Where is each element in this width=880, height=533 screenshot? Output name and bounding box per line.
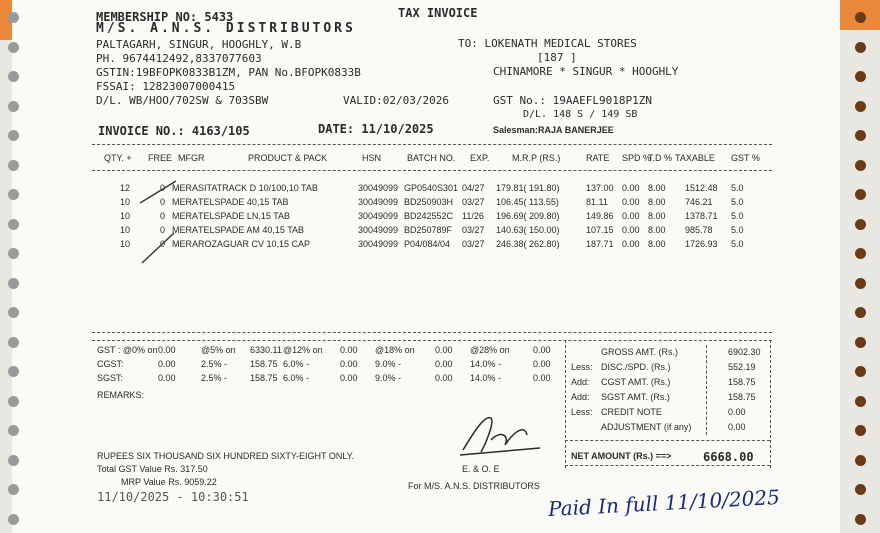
feed-hole <box>855 455 866 466</box>
feed-hole <box>8 307 19 318</box>
column-header: BATCH NO. <box>407 153 456 163</box>
feed-hole <box>8 484 19 495</box>
tax-cell: @5% on <box>201 345 236 355</box>
tax-cell: 14.0% - <box>470 373 502 383</box>
feed-hole <box>855 425 866 436</box>
item-spd: 0.00 <box>622 211 640 221</box>
print-timestamp: 11/10/2025 - 10:30:51 <box>97 490 249 504</box>
company-fssai: FSSAI: 12823007000415 <box>96 80 236 93</box>
feed-hole <box>855 219 866 230</box>
item-td: 8.00 <box>648 239 666 249</box>
errors-omissions: E. & O. E <box>462 464 500 474</box>
membership-number: MEMBERSHIP NO: 5433 <box>96 10 234 24</box>
feed-hole <box>8 455 19 466</box>
feed-hole <box>8 71 19 82</box>
item-mrp: 246.38( 262.80) <box>496 239 560 249</box>
company-phone: PH. 9674412492,8337077603 <box>96 52 262 65</box>
feed-hole <box>855 484 866 495</box>
feed-hole <box>855 101 866 112</box>
item-product: TELSPADE 40,15 TAB <box>198 197 289 207</box>
item-gst: 5.0 <box>731 197 744 207</box>
company-gstin: GSTIN:19BFOPK0833B1ZM, PAN No.BFOPK0833B <box>96 66 361 79</box>
item-mrp: 106.45( 113.55) <box>496 197 559 207</box>
item-hsn: 30049099 <box>358 183 399 193</box>
net-top-rule <box>565 440 770 441</box>
invoice-number: INVOICE NO.: 4163/105 <box>98 124 250 138</box>
dl-validity: VALID:02/03/2026 <box>343 94 449 107</box>
item-td: 8.00 <box>648 225 666 235</box>
feed-hole <box>855 71 866 82</box>
tax-cell: @18% on <box>375 345 415 355</box>
item-exp: 03/27 <box>462 197 485 207</box>
tax-cell: 0.00 <box>435 359 453 369</box>
tax-cell: GST : @0% on <box>97 345 158 355</box>
tax-cell: 9.0% - <box>375 373 402 383</box>
item-qty: 10 <box>120 197 131 207</box>
customer-address: CHINAMORE * SINGUR * HOOGHLY <box>493 65 679 78</box>
tax-cell: 0.00 <box>533 345 551 355</box>
item-gst: 5.0 <box>731 239 744 249</box>
tax-cell: 2.5% - <box>201 373 228 383</box>
item-gst: 5.0 <box>731 225 744 235</box>
item-product: TELSPADE AM 40,15 TAB <box>198 225 305 235</box>
feed-hole <box>8 219 19 230</box>
column-header: MFGR <box>178 153 205 163</box>
remarks-label: REMARKS: <box>97 390 145 400</box>
item-rate: 81.11 <box>586 197 608 207</box>
item-rate: 149.86 <box>586 211 614 221</box>
tax-cell: @12% on <box>283 345 323 355</box>
item-mfgr: MERA <box>172 183 199 193</box>
net-bottom-rule <box>565 465 770 466</box>
company-name: M/S. A.N.S. DISTRIBUTORS <box>96 21 356 36</box>
feed-hole <box>8 130 19 141</box>
item-product: ROZAGUAR CV 10,15 CAP <box>198 239 311 249</box>
column-header: FREE <box>148 153 173 163</box>
total-label: DISC./SPD. (Rs.) <box>601 362 671 372</box>
tax-cell: 158.75 <box>250 359 278 369</box>
item-spd: 0.00 <box>622 183 640 193</box>
total-gst-value: Total GST Value Rs. 317.50 <box>97 464 208 474</box>
tax-cell: @28% on <box>470 345 510 355</box>
free-strike-marks <box>138 175 178 265</box>
table-bottom-rule <box>92 332 772 333</box>
column-header: HSN <box>362 153 382 163</box>
item-batch: GP0540S301 <box>404 183 459 193</box>
feed-hole <box>8 278 19 289</box>
feed-hole <box>855 160 866 171</box>
total-value: 0.00 <box>728 422 746 432</box>
item-free: 0 <box>160 225 166 235</box>
item-free: 0 <box>160 183 166 193</box>
item-mfgr: MERA <box>172 239 199 249</box>
tax-cell: 0.00 <box>435 373 453 383</box>
item-mrp: 140.63( 150.00) <box>496 225 560 235</box>
item-batch: P04/084/04 <box>404 239 451 249</box>
total-prefix: Add: <box>571 392 590 402</box>
item-spd: 0.00 <box>622 197 640 207</box>
item-exp: 11/26 <box>462 211 484 221</box>
item-mfgr: MERA <box>172 225 199 235</box>
feed-hole <box>8 189 19 200</box>
net-amount-label: NET AMOUNT (Rs.) ==> <box>571 451 672 461</box>
item-hsn: 30049099 <box>358 225 399 235</box>
tax-cell: 0.00 <box>533 359 551 369</box>
tax-cell: CGST: <box>97 359 124 369</box>
item-batch: BD250789F <box>404 225 453 235</box>
customer-code: [187 ] <box>537 51 577 64</box>
item-rate: 187.71 <box>586 239 614 249</box>
total-label: SGST AMT. (Rs.) <box>601 392 670 402</box>
item-batch: BD250903H <box>404 197 454 207</box>
tax-cell: 0.00 <box>158 373 176 383</box>
tax-cell: 0.00 <box>435 345 453 355</box>
feed-hole <box>855 278 866 289</box>
feed-hole <box>855 12 866 23</box>
company-address: PALTAGARH, SINGUR, HOOGHLY, W.B <box>96 38 302 51</box>
item-hsn: 30049099 <box>358 197 399 207</box>
item-taxable: 1512.48 <box>685 183 718 193</box>
total-prefix: Less: <box>571 362 593 372</box>
total-label: CREDIT NOTE <box>601 407 662 417</box>
item-qty: 10 <box>120 225 131 235</box>
item-taxable: 985.78 <box>685 225 713 235</box>
column-header: M.R.P (RS.) <box>512 153 561 163</box>
feed-hole <box>855 366 866 377</box>
feed-hole <box>8 396 19 407</box>
total-value: 158.75 <box>728 392 756 402</box>
item-qty: 10 <box>120 211 131 221</box>
tax-cell: SGST: <box>97 373 124 383</box>
item-exp: 03/27 <box>462 239 485 249</box>
item-qty: 12 <box>120 183 131 193</box>
item-td: 8.00 <box>648 197 666 207</box>
table-top-rule <box>92 144 772 145</box>
item-batch: BD242552C <box>404 211 454 221</box>
feed-hole <box>855 307 866 318</box>
feed-hole <box>8 12 19 23</box>
total-label: GROSS AMT. (Rs.) <box>601 347 679 357</box>
feed-hole <box>8 366 19 377</box>
item-hsn: 30049099 <box>358 239 399 249</box>
tax-cell: 2.5% - <box>201 359 228 369</box>
item-free: 0 <box>160 197 166 207</box>
customer-dl: D/L. 148 S / 149 SB <box>523 109 638 120</box>
company-dl: D/L. WB/HOO/702SW & 703SBW <box>96 94 269 107</box>
column-header: TAXABLE <box>675 153 715 163</box>
item-spd: 0.00 <box>622 225 640 235</box>
for-company: For M/S. A.N.S. DISTRIBUTORS <box>408 481 540 491</box>
column-header: GST % <box>731 153 760 163</box>
feed-hole <box>8 101 19 112</box>
column-header: PRODUCT & PACK <box>248 153 328 163</box>
mrp-value: MRP Value Rs. 9059.22 <box>121 477 217 487</box>
feed-hole <box>855 248 866 259</box>
tax-cell: 9.0% - <box>375 359 402 369</box>
item-taxable: 1378.71 <box>685 211 718 221</box>
feed-hole <box>8 425 19 436</box>
salesman: Salesman:RAJA BANERJEE <box>493 125 614 135</box>
item-free: 0 <box>160 211 166 221</box>
item-rate: 137.00 <box>586 183 614 193</box>
item-qty: 10 <box>120 239 131 249</box>
tax-cell: 6330.11 <box>250 345 282 355</box>
column-header: EXP. <box>470 153 490 163</box>
authorized-signature <box>455 410 545 465</box>
item-exp: 04/27 <box>462 183 485 193</box>
tax-cell: 158.75 <box>250 373 278 383</box>
item-product: TELSPADE LN,15 TAB <box>198 211 291 221</box>
summary-top-rule <box>92 340 772 341</box>
feed-hole <box>855 396 866 407</box>
column-header: RATE <box>586 153 610 163</box>
tax-cell: 0.00 <box>340 373 358 383</box>
item-spd: 0.00 <box>622 239 640 249</box>
totals-left-rule <box>565 340 566 468</box>
amount-in-words: RUPEES SIX THOUSAND SIX HUNDRED SIXTY-EIGHT ONLY. <box>97 451 355 461</box>
item-gst: 5.0 <box>731 211 744 221</box>
item-free: 0 <box>160 239 166 249</box>
tax-cell: 0.00 <box>158 345 176 355</box>
totals-right-rule <box>770 340 771 468</box>
item-mrp: 179.81( 191.80) <box>496 183 560 193</box>
total-value: 0.00 <box>728 407 746 417</box>
item-td: 8.00 <box>648 183 666 193</box>
total-value: 552.19 <box>728 362 756 372</box>
item-mfgr: MERA <box>172 211 199 221</box>
tax-cell: 0.00 <box>340 359 358 369</box>
feed-hole <box>855 130 866 141</box>
tax-cell: 6.0% - <box>283 359 310 369</box>
total-value: 158.75 <box>728 377 756 387</box>
feed-hole <box>855 337 866 348</box>
invoice-title: TAX INVOICE <box>398 6 478 20</box>
item-product: SITATRACK D 10/100,10 TAB <box>198 183 318 193</box>
item-taxable: 746.21 <box>685 197 713 207</box>
item-rate: 107.15 <box>586 225 614 235</box>
feed-hole <box>855 514 866 525</box>
total-label: ADJUSTMENT (if any) <box>601 422 692 432</box>
column-header: T.D % <box>648 153 673 163</box>
feed-hole <box>8 248 19 259</box>
table-header-rule <box>92 170 772 171</box>
item-mrp: 196.69( 209.80) <box>496 211 560 221</box>
customer-gst: GST No.: 19AAEFL9018P1ZN <box>493 94 652 107</box>
feed-hole <box>855 189 866 200</box>
totals-mid-rule <box>706 345 707 435</box>
feed-hole <box>8 160 19 171</box>
handwritten-paid-note: Paid In full 11/10/2025 <box>547 484 781 522</box>
net-amount-value: 6668.00 <box>703 450 754 464</box>
item-gst: 5.0 <box>731 183 744 193</box>
item-td: 8.00 <box>648 211 666 221</box>
item-mfgr: MERA <box>172 197 199 207</box>
feed-hole <box>8 42 19 53</box>
column-header: QTY. + <box>104 153 132 163</box>
tax-cell: 6.0% - <box>283 373 310 383</box>
item-exp: 03/27 <box>462 225 485 235</box>
item-taxable: 1726.93 <box>685 239 718 249</box>
tax-cell: 0.00 <box>158 359 176 369</box>
total-value: 6902.30 <box>728 347 761 357</box>
total-prefix: Add: <box>571 377 590 387</box>
feed-hole <box>855 42 866 53</box>
column-header: SPD % <box>622 153 652 163</box>
tax-cell: 0.00 <box>340 345 358 355</box>
tax-cell: 0.00 <box>533 373 551 383</box>
invoice-date: DATE: 11/10/2025 <box>318 122 434 136</box>
total-label: CGST AMT. (Rs.) <box>601 377 671 387</box>
feed-hole <box>8 337 19 348</box>
total-prefix: Less: <box>571 407 593 417</box>
tax-cell: 14.0% - <box>470 359 502 369</box>
feed-hole <box>8 514 19 525</box>
item-hsn: 30049099 <box>358 211 399 221</box>
customer-name: TO: LOKENATH MEDICAL STORES <box>458 37 637 50</box>
